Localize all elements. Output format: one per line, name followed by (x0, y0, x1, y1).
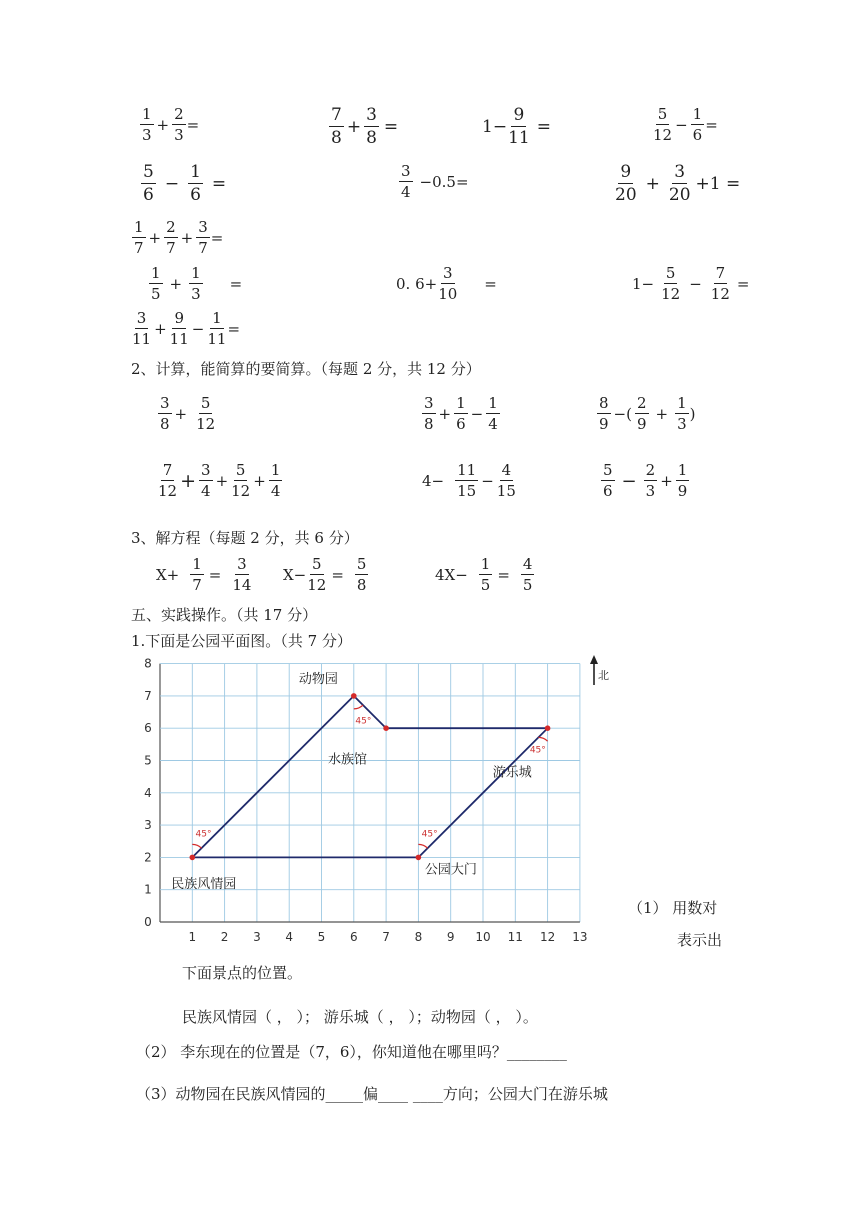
problem-2-5: 4− $\frac{11}{15}$ − $\frac{4}{15}$ (422, 461, 516, 500)
location-point (545, 725, 551, 731)
expression-1-4: $\frac{5}{12}$ − $\frac{1}{6}$ = (653, 105, 718, 144)
question-3: （3）动物园在民族风情园的_____偏____ ____方向；公园大门在游乐城 (136, 1085, 608, 1103)
expression-1-1: $\frac{1}{3}$ + $\frac{2}{3}$ = (142, 105, 200, 144)
section-5-heading: 五、实践操作。（共 17 分） (131, 606, 318, 624)
place-label-ethnic: 民族风情园 (171, 877, 237, 893)
x-tick-label: 13 (572, 930, 588, 944)
expression-2-1: $\frac{5}{6}$ − $\frac{1}{6}$ = (143, 162, 227, 205)
y-tick-label: 6 (144, 721, 152, 736)
place-label-aquarium: 水族馆 (327, 752, 367, 768)
x-tick-label: 6 (349, 930, 358, 944)
section-3-heading: 3、解方程（每题 2 分，共 6 分） (131, 529, 359, 547)
problem-2-2: $\frac{3}{8}$ + $\frac{1}{6}$ − $\frac{1}{4}$ (424, 394, 498, 433)
location-point (351, 693, 357, 699)
y-tick-label: 5 (144, 753, 152, 768)
x-tick-label: 3 (253, 930, 261, 944)
angle-label: 45° (355, 716, 372, 727)
expression-1-2: $\frac{7}{8}$ + $\frac{3}{8}$ = (331, 105, 399, 148)
equation-3: 4X− $\frac{1}{5}$ = $\frac{4}{5}$ (435, 555, 533, 594)
question-2: （2） 李东现在的位置是（7，6），你知道他在哪里吗？________ (136, 1043, 567, 1061)
y-tick-label: 0 (144, 915, 152, 929)
problem-2-4: $\frac{7}{12}$ + $\frac{3}{4}$ + $\frac{5}{12}$ + $\frac{1}{4}$ (158, 461, 281, 500)
angle-label: 45° (195, 829, 212, 840)
problem-2-6: $\frac{5}{6}$ − $\frac{2}{3}$ + $\frac{1}{9}$ (603, 461, 688, 500)
equation-1: X+ $\frac{1}{7}$ = $\frac{3}{14}$ (156, 555, 252, 594)
location-point (383, 725, 389, 731)
x-axis-labels (188, 930, 587, 944)
y-tick-label: 4 (144, 785, 152, 800)
expression-2-2: $\frac{3}{4}$ −0.5= (401, 162, 469, 201)
problem-2-1: $\frac{3}{8}$ + $\frac{5}{12}$ (160, 394, 216, 433)
y-axis-labels (144, 657, 152, 929)
y-tick-label: 3 (144, 818, 152, 833)
x-tick-label: 1 (188, 930, 197, 944)
x-tick-label: 12 (539, 930, 556, 944)
x-tick-label: 4 (285, 930, 294, 944)
x-tick-label: 7 (382, 930, 390, 944)
place-label-zoo: 动物园 (298, 671, 338, 687)
question-1a-fill: 民族风情园（ ， ）； 游乐城（ ， ）；动物园（ ， ）。 (182, 1008, 538, 1026)
x-tick-label: 5 (317, 930, 326, 944)
location-point (190, 855, 196, 861)
angle-label: 45° (529, 745, 546, 756)
angle-arc (538, 737, 547, 741)
expression-4-3: 1− $\frac{5}{12}$ − $\frac{7}{12}$ = (632, 264, 750, 303)
question-1a-part2: 表示出 (677, 931, 723, 949)
y-tick-label: 8 (144, 656, 152, 671)
question-1a-part3: 下面景点的位置。 (182, 964, 303, 982)
north-arrow (590, 655, 609, 685)
place-label-gate: 公园大门 (424, 862, 477, 878)
place-labels (171, 671, 531, 892)
angle-label: 45° (421, 829, 438, 840)
park-map (128, 650, 628, 950)
angle-arc (418, 844, 427, 848)
north-label: 北 (598, 669, 609, 682)
question-1-title: 1.下面是公园平面图。（共 7 分） (131, 632, 352, 650)
x-tick-label: 8 (414, 930, 423, 944)
question-1a-part1: （1） 用数对 (628, 899, 718, 917)
y-tick-label: 7 (144, 688, 152, 703)
x-tick-label: 2 (220, 930, 229, 944)
place-label-amusement: 游乐城 (492, 765, 532, 781)
expression-2-3: $\frac{9}{20}$ + $\frac{3}{20}$ +1 = (615, 162, 741, 205)
angle-arc (192, 844, 201, 848)
expression-1-3: 1− $\frac{9}{11}$ = (482, 105, 551, 148)
angle-arc (354, 705, 363, 709)
x-tick-label: 10 (475, 930, 491, 944)
location-point (416, 855, 422, 861)
problem-2-3: $\frac{8}{9}$ −( $\frac{2}{9}$ + $\frac{1}{3}$ ) (599, 394, 696, 433)
y-tick-label: 1 (144, 882, 152, 897)
y-tick-label: 2 (144, 850, 152, 865)
x-tick-label: 11 (507, 930, 523, 944)
x-tick-label: 9 (446, 930, 455, 944)
expression-4-1: $\frac{1}{5}$ + $\frac{1}{3}$ = (151, 264, 243, 303)
section-2-heading: 2、计算，能简算的要简算。（每题 2 分，共 12 分） (131, 360, 481, 378)
expression-5-1: $\frac{3}{11}$ + $\frac{9}{11}$ − $\frac{1}{11}$ = (132, 309, 241, 348)
expression-3-1: $\frac{1}{7}$ + $\frac{2}{7}$ + $\frac{3}{7}$ = (134, 218, 224, 257)
expression-4-2: 0. 6+ $\frac{3}{10}$ = (396, 264, 497, 303)
equation-2: X− $\frac{5}{12}$ = $\frac{5}{8}$ (283, 555, 367, 594)
